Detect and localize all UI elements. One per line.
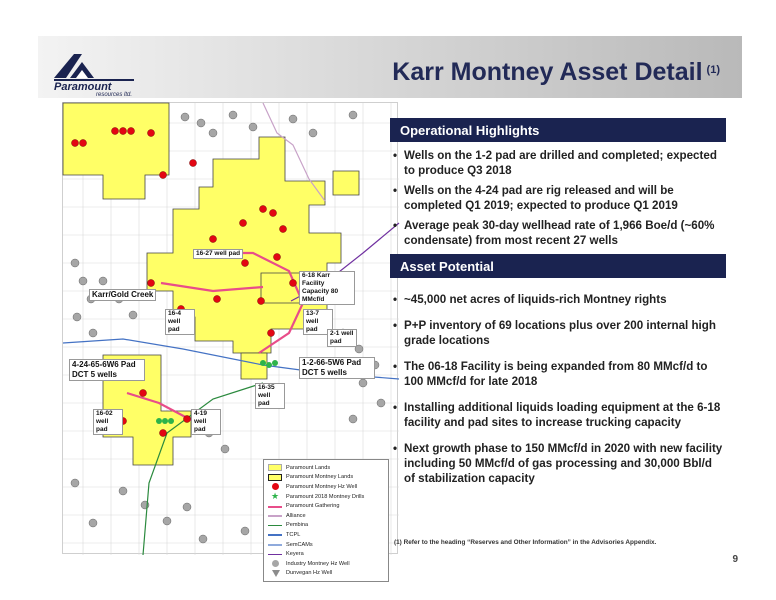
legend-item: TCPL [268,530,384,540]
title-footnote-ref: (1) [706,64,720,76]
legend-item: Alliance [268,511,384,521]
legend-item: Paramount Montney Lands [268,473,384,483]
bullet-item: • Average peak 30-day wellhead rate of 1,966 Boe/d (~60% condensate) from most recent 27 wells [393,218,726,248]
label-facility-6-18: 6-18 Karr Facility Capacity 80 MMcf/d [299,271,355,305]
bullet-item: • Next growth phase to 150 MMcf/d in 2020 with new facility including 50 MMcf/d of gas processing and 30,000 Bbl/d of stabilization capacity [393,441,726,486]
label-pad-4-19: 4-19 well pad [191,409,221,435]
bullet-item: • Wells on the 1-2 pad are drilled and completed; expected to produce Q3 2018 [393,148,726,178]
bullet-item: • The 06-18 Facility is being expanded from 80 MMcf/d to 100 MMcf/d for late 2018 [393,359,726,389]
logo-text: Paramount [54,81,112,93]
label-pad-16-27: 16-27 well pad [193,249,243,259]
slide [38,36,742,577]
label-karr-gold-creek: Karr/Gold Creek [89,289,156,301]
asset-potential-bullets [393,292,726,486]
company-logo [52,48,172,98]
label-pad-16-4: 16-4 well pad [165,309,195,335]
logo-subtext: resources ltd. [96,92,133,98]
bullet-item: • P+P inventory of 69 locations plus over 200 internal high grade locations [393,318,726,348]
legend-item: ★ Paramount 2018 Montney Drills [270,491,365,502]
label-pad-13-7: 13-7 well pad [303,309,333,335]
legend-item: SemCAMs [268,540,384,550]
page-number: 9 [732,554,738,565]
label-pad-16-35: 16-35 well pad [255,383,285,409]
label-pad-4-24: 4-24-65-6W6 Pad DCT 5 wells [69,359,145,381]
bullet-item: • Installing additional liquids loading equipment at the 6-18 facility and pad sites to increase trucking capacity [393,400,726,430]
bullet-item: • Wells on the 4-24 pad are rig released and will be completed Q1 2019; expected to produce Q1 2019 [393,183,726,213]
page-title-text: Karr Montney Asset Detail [392,58,703,86]
asset-map [62,102,398,577]
section-heading-asset-potential: Asset Potential [390,254,726,278]
legend-item: Pembina [268,521,384,531]
map-legend [263,459,389,582]
legend-item: Paramount Lands [268,463,384,473]
bullet-item: • ~45,000 net acres of liquids-rich Montney rights [393,292,726,307]
section-heading-operational: Operational Highlights [390,118,726,142]
legend-item: Keyera [268,549,384,559]
label-pad-2-1: 2-1 well pad [327,329,357,347]
legend-item: Industry Montney Hz Well [268,559,384,569]
legend-item: Paramount Montney Hz Well [268,482,384,492]
legend-item: Dunvegan Hz Well [268,569,384,579]
operational-bullets [393,148,726,248]
legend-item: Paramount Gathering [268,501,384,511]
label-pad-16-02: 16-02 well pad [93,409,123,435]
page-title [392,58,720,87]
footnote: (1) Refer to the heading “Reserves and Other Information” in the Advisories Appendix. [394,539,657,546]
label-pad-1-2: 1-2-66-5W6 Pad DCT 5 wells [299,357,375,379]
